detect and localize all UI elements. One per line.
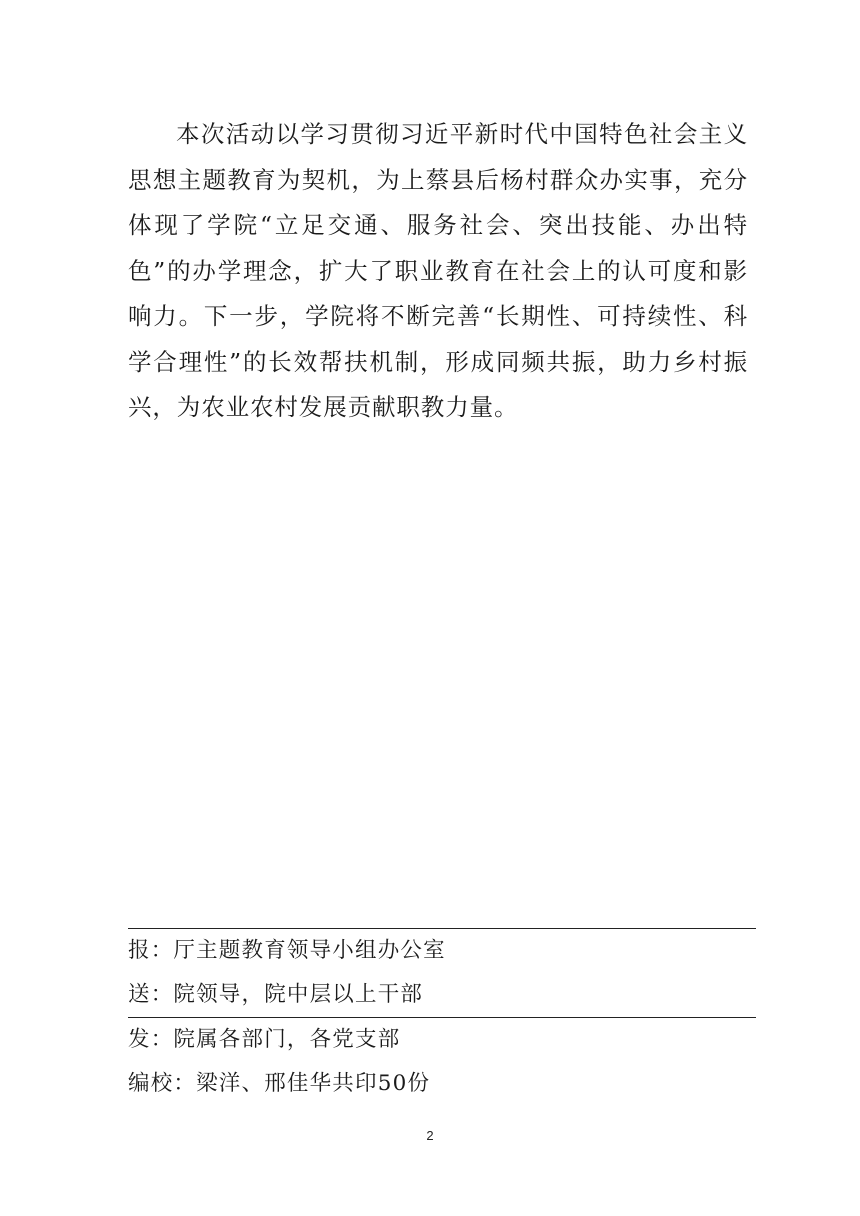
body-paragraph: 本次活动以学习贯彻习近平新时代中国特色社会主义思想主题教育为契机，为上蔡县后杨村群众办实事，充分体现了学院“立足交通、服务社会、突出技能、办出特色”的办学理念，扩大了职业教育在社会上的认可度和影响力。下一步，学院将不断完善“长期性、可持续性、科学合理性”的长效帮扶机制，形成同频共振，助力乡村振兴，为农业农村发展贡献职教力量。 xyxy=(128,120,748,421)
issue-to-line: 发：院属各部门，各党支部 xyxy=(128,1027,401,1052)
editor-line: 编校：梁洋、邢佳华共印50份 xyxy=(128,1071,431,1096)
page-number: 2 xyxy=(426,1128,434,1143)
report-to-line: 报：厅主题教育领导小组办公室 xyxy=(128,938,446,963)
send-to-line: 送：院领导，院中层以上干部 xyxy=(128,982,424,1007)
distribution-block xyxy=(128,928,756,1106)
